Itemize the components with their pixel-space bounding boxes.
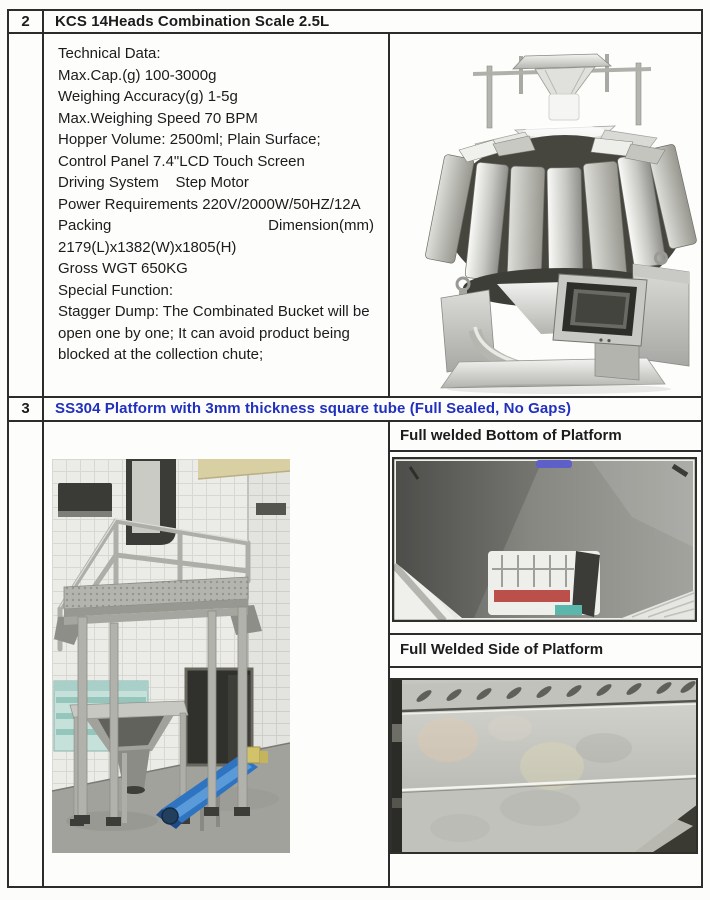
- table-border-line: [390, 450, 701, 452]
- tech-line: open one by one; It can avoid product being: [58, 324, 350, 342]
- label-side-of-platform: Full Welded Side of Platform: [400, 641, 604, 658]
- tech-line: 2179(L)x1382(W)x1805(H): [58, 238, 237, 256]
- combination-scale-photo: [389, 32, 701, 396]
- tech-line: Technical Data:: [58, 45, 161, 62]
- tech-line: Max.Cap.(g) 100-3000g: [58, 66, 217, 84]
- platform-side-photo: [390, 678, 698, 854]
- row3-number: 3: [21, 399, 30, 417]
- row2-title: KCS 14Heads Combination Scale 2.5L: [55, 13, 330, 30]
- platform-bottom-photo: [392, 457, 697, 622]
- tech-line: Control Panel 7.4"LCD Touch Screen: [58, 152, 305, 170]
- tech-line: Gross WGT 650KG: [58, 260, 188, 277]
- tech-line: Special Function:: [58, 281, 174, 299]
- tech-line: Power Requirements 220V/2000W/50HZ/12A: [58, 195, 361, 213]
- row3-title: SS304 Platform with 3mm thickness square tube (Full Sealed, No Gaps): [55, 399, 572, 417]
- dimension-label: Dimension(mm): [268, 217, 374, 234]
- tech-line: Weighing Accuracy(g) 1-5g: [58, 88, 238, 105]
- tech-line-packing: [58, 215, 374, 237]
- packing-label: Packing: [58, 217, 112, 234]
- tech-line: blocked at the collection chute;: [58, 346, 264, 363]
- tech-line: Stagger Dump: The Combinated Bucket will be: [58, 303, 370, 320]
- row2-technical-data: [43, 32, 388, 396]
- row2-number: 2: [21, 13, 30, 30]
- tech-line: Max.Weighing Speed 70 BPM: [58, 109, 258, 127]
- tech-line: Driving System Step Motor: [58, 174, 249, 191]
- tech-line: Hopper Volume: 2500ml; Plain Surface;: [58, 131, 321, 148]
- label-bottom-of-platform: Full welded Bottom of Platform: [400, 426, 622, 444]
- table-border-line: [390, 666, 701, 668]
- platform-installation-photo: [52, 459, 290, 853]
- spec-table: [7, 9, 703, 888]
